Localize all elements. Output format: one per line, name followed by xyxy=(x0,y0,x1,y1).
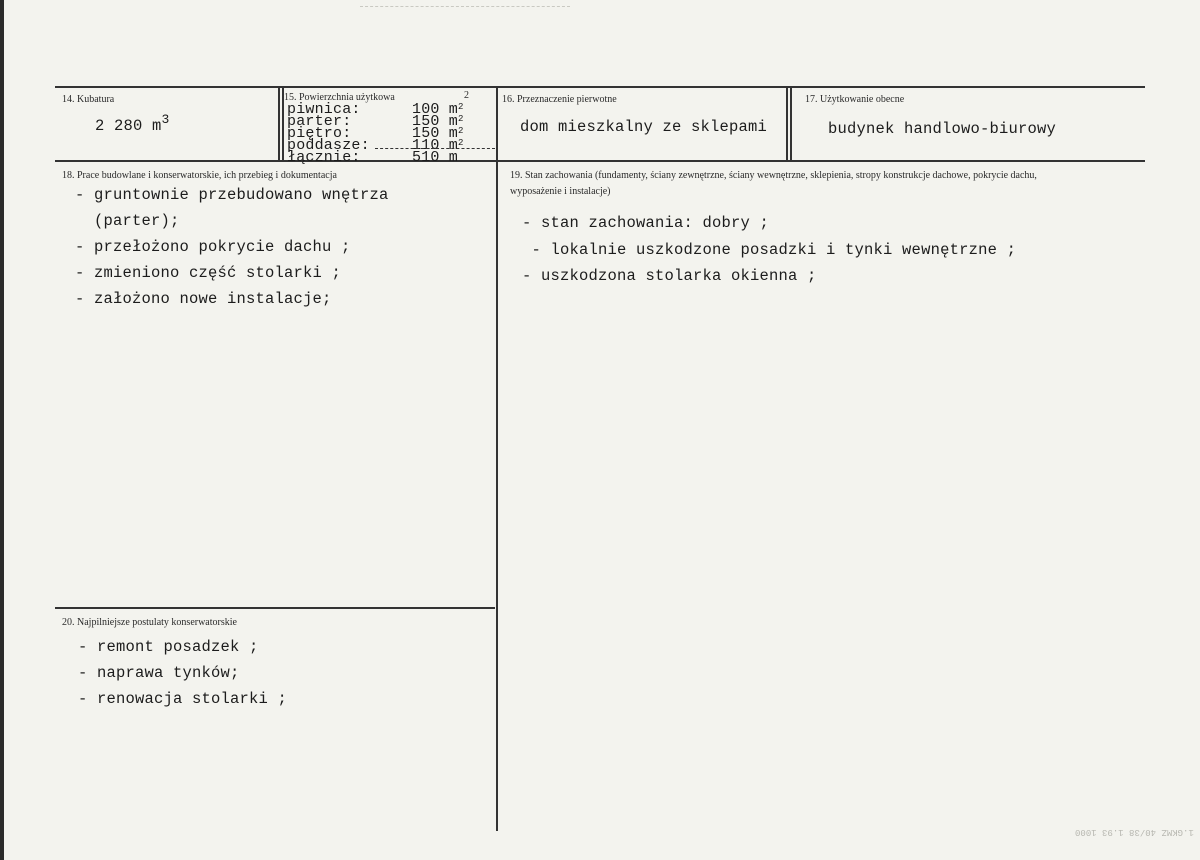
area-name: poddasze: xyxy=(287,137,370,154)
field-19-label: 19. Stan zachowania (fundamenty, ściany zewnętrzne, ściany wewnętrzne, sklepienia, stropy konstrukcje dachowe, pokrycie dachu, wyposażenie i instalacje) xyxy=(510,170,1037,197)
divider-16-17-inner xyxy=(790,86,792,160)
divider-16-17 xyxy=(786,86,788,160)
area-value: 510 m xyxy=(412,149,459,166)
field-20-line: - naprawa tynków; xyxy=(78,664,240,682)
divider-14-15 xyxy=(278,86,280,160)
field-17-label: 17. Użytkowanie obecne xyxy=(805,94,905,105)
divider-main xyxy=(496,86,498,831)
field-18-line: - przełożono pokrycie dachu ; xyxy=(75,238,351,256)
area-value: 150 m xyxy=(412,113,459,130)
field-14-label: 14. Kubatura xyxy=(62,94,115,105)
field-18-label: 18. Prace budowlane i konserwatorskie, ich przebieg i dokumentacja xyxy=(62,170,337,181)
field-15-label: 15. Powierzchnia użytkowa xyxy=(284,92,395,103)
field-18-line-text: (parter); xyxy=(75,212,180,230)
area-name: piwnica: xyxy=(287,101,361,118)
area-value: 100 m xyxy=(412,101,459,118)
field-18-line: - zmieniono część stolarki ; xyxy=(75,264,342,282)
area-unit-sup: 2 xyxy=(458,126,464,136)
top-dotted-rule xyxy=(360,0,570,7)
area-unit-sup: 2 xyxy=(458,102,464,112)
field-14-value xyxy=(95,112,170,135)
field-19-line: - stan zachowania: dobry ; xyxy=(522,214,770,232)
field-18-line xyxy=(75,212,180,230)
field-20-label: 20. Najpilniejsze postulaty konserwatorskie xyxy=(62,617,237,628)
area-row-lacznie xyxy=(287,149,361,166)
area-value-lacznie xyxy=(412,149,459,166)
field-16-label: 16. Przeznaczenie pierwotne xyxy=(502,94,617,105)
area-name: łącznie: xyxy=(287,149,361,166)
field-17-value: budynek handlowo-biurowy xyxy=(828,120,1057,138)
field-19-line: - uszkodzona stolarka okienna ; xyxy=(522,267,817,285)
print-stamp: 1.GKMZ 40/38 1.93 1000 xyxy=(1075,827,1194,837)
area-unit-sup: 2 xyxy=(458,114,464,124)
field-19-line: - lokalnie uszkodzone posadzki i tynki wewnętrzne ; xyxy=(522,241,1017,259)
field-16-value: dom mieszkalny ze sklepami xyxy=(520,118,768,136)
area-unit-sup: 2 xyxy=(458,138,464,148)
area-value: 110 m xyxy=(412,137,459,154)
field-18-line: - gruntownie przebudowano wnętrza xyxy=(75,186,389,204)
field-18-line: - założono nowe instalacje; xyxy=(75,290,332,308)
area-name: parter: xyxy=(287,113,352,130)
area-value: 150 m xyxy=(412,125,459,142)
area-name: piętro: xyxy=(287,125,352,142)
card-edge xyxy=(0,0,4,860)
top-rule xyxy=(55,86,1145,88)
middle-rule xyxy=(55,160,1145,162)
kubatura-value: 2 280 m xyxy=(95,117,162,135)
kubatura-unit-sup: 3 xyxy=(161,112,170,127)
field-15-unit-sup: 2 xyxy=(464,90,469,101)
field-20-line: - renowacja stolarki ; xyxy=(78,690,288,708)
section20-rule xyxy=(55,607,495,609)
field-20-line: - remont posadzek ; xyxy=(78,638,259,656)
